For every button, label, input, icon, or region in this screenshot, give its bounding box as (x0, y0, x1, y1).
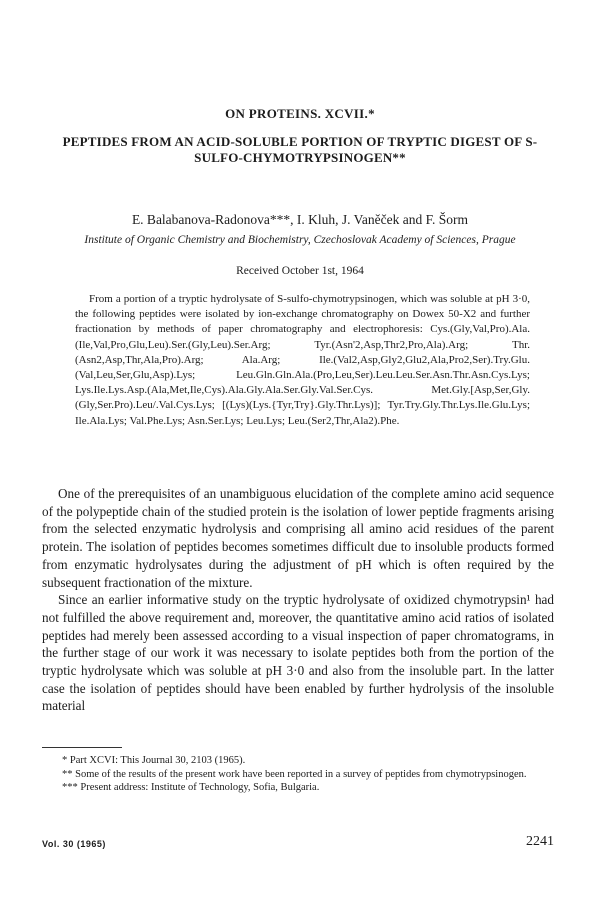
body-paragraph-2: Since an earlier informative study on the tryptic hydrolysate of oxidized chymotrypsin¹ had not fulfilled the above requirement and, moreover, the quantitative amino acid ratios of isolated peptides had merely been assessed according to a visual inspection of paper chromatograms, in the further stage of our work it was necessary to isolate peptides both from the portion of the tryptic hydrolysate which was soluble at pH 3·0 and also from the insoluble part. In the latter case the isolation of peptides should have been enabled by further hydrolysis of the insoluble material (42, 592, 554, 714)
body-paragraph-1: One of the prerequisites of an unambiguous elucidation of the complete amino acid sequence of the polypeptide chain of the studied protein is the isolation of lower peptide fragments arising from the selected enzymatic hydrolysis and comprising all amino acid residues of the parent protein. The isolation of peptides becomes sometimes difficult due to insoluble products formed from enzymatic hydrolysates during the adjustment of pH which is often required by the subsequent fractionation of the mixture. (42, 486, 554, 590)
article-title: PEPTIDES FROM AN ACID-SOLUBLE PORTION OF TRYPTIC DIGEST OF S-SULFO-CHYMOTRYPSINOGEN** (62, 134, 538, 165)
series-title: ON PROTEINS. XCVII.* (225, 106, 375, 121)
page-number: 2241 (526, 834, 554, 849)
footnote-3: *** Present address: Institute of Technology, Sofia, Bulgaria. (62, 782, 320, 793)
affiliation: Institute of Organic Chemistry and Biochemistry, Czechoslovak Academy of Sciences, Prague (84, 234, 516, 246)
received-date: Received October 1st, 1964 (236, 265, 364, 277)
volume-label: Vol. 30 (1965) (42, 839, 106, 849)
authors: E. Balabanova-Radonova***, I. Kluh, J. Vaněček and F. Šorm (131, 212, 469, 227)
abstract: From a portion of a tryptic hydrolysate of S-sulfo-chymotrypsinogen, which was soluble at pH 3·0, the following peptides were isolated by ion-exchange chromatography on Dowex 50-X2 and further fractionation by methods of paper chromatography and electrophoresis: Cys.(Gly,Val,Pro).Ala.(Ile,Val,Pro,Glu,Leu).Ser.(Gly,Leu).Ser.Arg; Tyr.(Asn'2,Asp,Thr2,Pro,Ala).Arg; Thr.(Asn2,Asp,Thr,Ala,Pro).Arg; Ala.Arg; Ile.(Val2,Asp,Gly2,Glu2,Ala,Pro2,Ser).Try.Glu.(Val,Leu,Ser,Glu,Asp).Lys; Leu.Gln.Gln.Ala.(Pro,Leu,Ser).Leu.Leu.Ser.Asn.Thr.Asn.Cys.Lys; Lys.Ile.Lys.Asp.(Ala,Met,Ile,Cys).Ala.Gly.Ala.Ser.Gly.Val.Ser.Cys. Met.Gly.[Asp,Ser,Gly.(Gly,Ser.Pro).Leu/.Val.Cys.Lys; [(Lys)(Lys.{Tyr,Try}.Gly.Thr.Lys)]; Tyr.Try.Gly.Thr.Lys.Ile.Glu.Lys; Ile.Ala.Lys; Val.Phe.Lys; Asn.Ser.Lys; Leu.Lys; Leu.(Ser2,Thr,Ala2).Phe. (75, 293, 530, 427)
body-text (42, 485, 554, 715)
footnote-1: * Part XCVI: This Journal 30, 2103 (1965). (62, 755, 246, 766)
footnote-2: ** Some of the results of the present work have been reported in a survey of peptides from chymotrypsinogen. (62, 768, 527, 780)
footnotes (42, 754, 554, 795)
footnote-divider (42, 747, 122, 748)
